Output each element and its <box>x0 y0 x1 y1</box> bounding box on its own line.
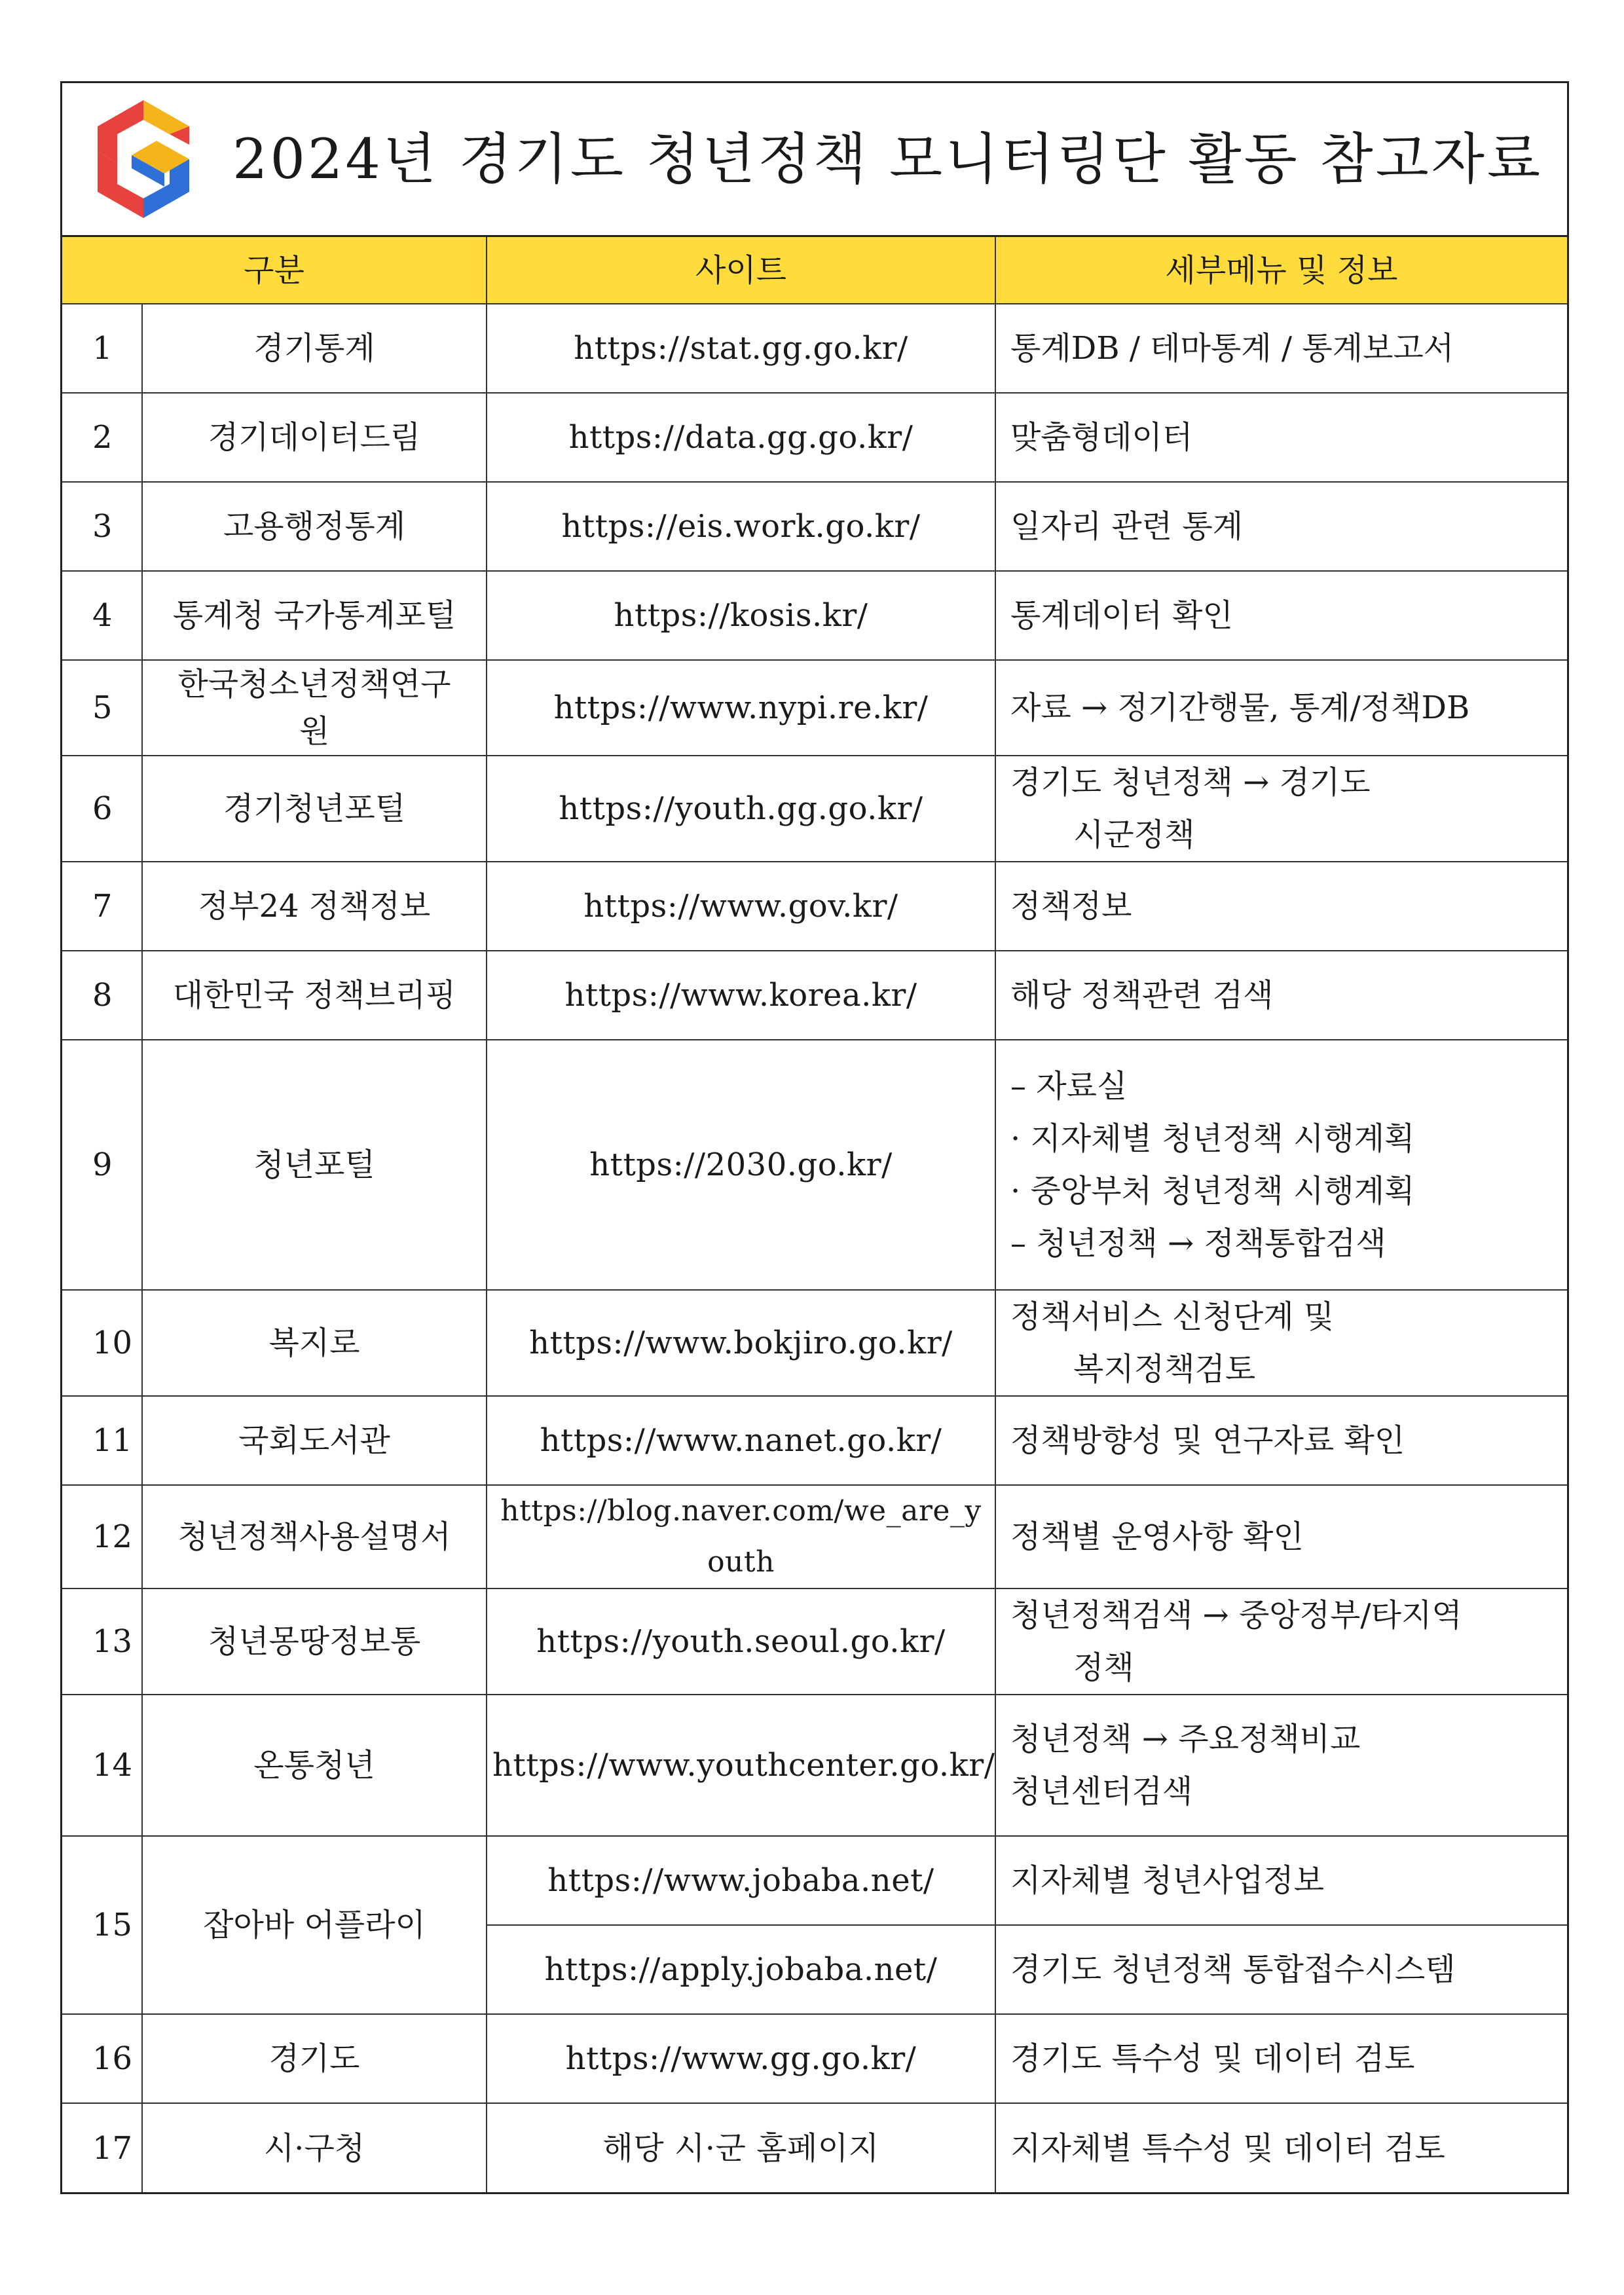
site-details <box>995 1290 1567 1396</box>
site-details: 통계데이터 확인 <box>995 571 1567 660</box>
site-details: 일자리 관련 통계 <box>995 482 1567 571</box>
site-url-link[interactable]: https://youth.gg.go.kr/ <box>487 756 995 862</box>
site-name-line: 원 <box>299 713 330 750</box>
table-row <box>62 1836 1567 1925</box>
site-details: 해당 정책관련 검색 <box>995 951 1567 1040</box>
title-row <box>62 83 1567 237</box>
row-number: 8 <box>62 951 142 1040</box>
site-name: 국회도서관 <box>142 1396 487 1485</box>
site-url-link[interactable]: https://www.bokjiro.go.kr/ <box>487 1290 995 1396</box>
site-url-link[interactable]: https://kosis.kr/ <box>487 571 995 660</box>
row-number: 7 <box>62 862 142 951</box>
row-number: 14 <box>62 1695 142 1836</box>
table-row <box>62 2103 1567 2192</box>
site-details: 경기도 특수성 및 데이터 검토 <box>995 2014 1567 2103</box>
site-details: 경기도 청년정책 통합접수시스템 <box>995 1925 1567 2014</box>
row-number: 3 <box>62 482 142 571</box>
site-details <box>995 1695 1567 1836</box>
site-name: 대한민국 정책브리핑 <box>142 951 487 1040</box>
details-line: 청년정책 → 주요정책비교 <box>1010 1721 1361 1757</box>
site-name: 잡아바 어플라이 <box>142 1836 487 2014</box>
site-details: 지자체별 청년사업정보 <box>995 1836 1567 1925</box>
row-number: 2 <box>62 393 142 482</box>
col-header-site: 사이트 <box>487 237 995 304</box>
details-line: · 지자체별 청년정책 시행계획 <box>1010 1120 1415 1157</box>
table-row <box>62 2014 1567 2103</box>
document-frame <box>60 81 1569 2194</box>
site-url-text: 해당 시·군 홈페이지 <box>487 2103 995 2192</box>
site-url-link[interactable]: https://blog.naver.com/we_are_youth <box>487 1485 995 1588</box>
site-url-link[interactable]: https://www.jobaba.net/ <box>487 1836 995 1925</box>
table-row <box>62 660 1567 756</box>
row-number: 11 <box>62 1396 142 1485</box>
site-details: 맞춤형데이터 <box>995 393 1567 482</box>
site-name: 시·구청 <box>142 2103 487 2192</box>
details-line: 정책 <box>1073 1649 1134 1686</box>
site-details: 정책정보 <box>995 862 1567 951</box>
site-details: 정책별 운영사항 확인 <box>995 1485 1567 1588</box>
site-url-link[interactable]: https://www.korea.kr/ <box>487 951 995 1040</box>
table-header-row <box>62 237 1567 304</box>
site-details <box>995 756 1567 862</box>
table-row <box>62 571 1567 660</box>
reference-table <box>62 237 1567 2192</box>
table-row <box>62 304 1567 393</box>
site-name: 온통청년 <box>142 1695 487 1836</box>
row-number: 9 <box>62 1040 142 1290</box>
row-number: 6 <box>62 756 142 862</box>
row-number: 16 <box>62 2014 142 2103</box>
details-line: 청년센터검색 <box>1010 1773 1193 1810</box>
site-name: 정부24 정책정보 <box>142 862 487 951</box>
site-name: 경기청년포털 <box>142 756 487 862</box>
site-url-link[interactable]: https://www.gg.go.kr/ <box>487 2014 995 2103</box>
details-line: 시군정책 <box>1073 817 1195 853</box>
table-row <box>62 1588 1567 1695</box>
site-url-link[interactable]: https://2030.go.kr/ <box>487 1040 995 1290</box>
site-url-link[interactable]: https://www.nanet.go.kr/ <box>487 1396 995 1485</box>
site-url-link[interactable]: https://apply.jobaba.net/ <box>487 1925 995 2014</box>
site-details: 자료 → 정기간행물, 통계/정책DB <box>995 660 1567 756</box>
col-header-details: 세부메뉴 및 정보 <box>995 237 1567 304</box>
table-row <box>62 1396 1567 1485</box>
row-number: 15 <box>62 1836 142 2014</box>
details-line: – 자료실 <box>1010 1068 1128 1105</box>
site-name-line: 한국청소년정책연구 <box>177 666 451 703</box>
row-number: 12 <box>62 1485 142 1588</box>
site-details: 정책방향성 및 연구자료 확인 <box>995 1396 1567 1485</box>
row-number: 1 <box>62 304 142 393</box>
table-row <box>62 1695 1567 1836</box>
row-number: 17 <box>62 2103 142 2192</box>
site-url-link[interactable]: https://www.nypi.re.kr/ <box>487 660 995 756</box>
col-header-category: 구분 <box>62 237 487 304</box>
site-url-link[interactable]: https://eis.work.go.kr/ <box>487 482 995 571</box>
table-row <box>62 482 1567 571</box>
row-number: 10 <box>62 1290 142 1396</box>
site-url-link[interactable]: https://youth.seoul.go.kr/ <box>487 1588 995 1695</box>
row-number: 13 <box>62 1588 142 1695</box>
site-name: 통계청 국가통계포털 <box>142 571 487 660</box>
site-name: 경기도 <box>142 2014 487 2103</box>
site-name: 경기통계 <box>142 304 487 393</box>
table-row <box>62 862 1567 951</box>
details-line: 청년정책검색 → 중앙정부/타지역 <box>1010 1597 1462 1634</box>
details-line: 정책서비스 신청단계 및 <box>1010 1298 1335 1335</box>
site-name: 복지로 <box>142 1290 487 1396</box>
details-line: · 중앙부처 청년정책 시행계획 <box>1010 1173 1415 1209</box>
row-number: 4 <box>62 571 142 660</box>
details-line: 복지정책검토 <box>1073 1351 1256 1387</box>
table-row <box>62 756 1567 862</box>
gyeonggi-logo-icon <box>91 100 196 218</box>
site-details: 통계DB / 테마통계 / 통계보고서 <box>995 304 1567 393</box>
site-name <box>142 660 487 756</box>
site-name: 고용행정통계 <box>142 482 487 571</box>
site-details <box>995 1040 1567 1290</box>
site-url-link[interactable]: https://www.youthcenter.go.kr/ <box>487 1695 995 1836</box>
site-url-link[interactable]: https://data.gg.go.kr/ <box>487 393 995 482</box>
site-url-link[interactable]: https://www.gov.kr/ <box>487 862 995 951</box>
site-name: 경기데이터드림 <box>142 393 487 482</box>
row-number: 5 <box>62 660 142 756</box>
details-line: – 청년정책 → 정책통합검색 <box>1010 1225 1386 1262</box>
site-details <box>995 1588 1567 1695</box>
site-name: 청년포털 <box>142 1040 487 1290</box>
site-url-link[interactable]: https://stat.gg.go.kr/ <box>487 304 995 393</box>
table-row <box>62 1485 1567 1588</box>
site-details: 지자체별 특수성 및 데이터 검토 <box>995 2103 1567 2192</box>
table-row <box>62 951 1567 1040</box>
document-title: 2024년 경기도 청년정책 모니터링단 활동 참고자료 <box>232 127 1543 191</box>
table-row <box>62 393 1567 482</box>
site-name: 청년몽땅정보통 <box>142 1588 487 1695</box>
table-row <box>62 1040 1567 1290</box>
site-name: 청년정책사용설명서 <box>142 1485 487 1588</box>
table-row <box>62 1290 1567 1396</box>
details-line: 경기도 청년정책 → 경기도 <box>1010 764 1371 801</box>
